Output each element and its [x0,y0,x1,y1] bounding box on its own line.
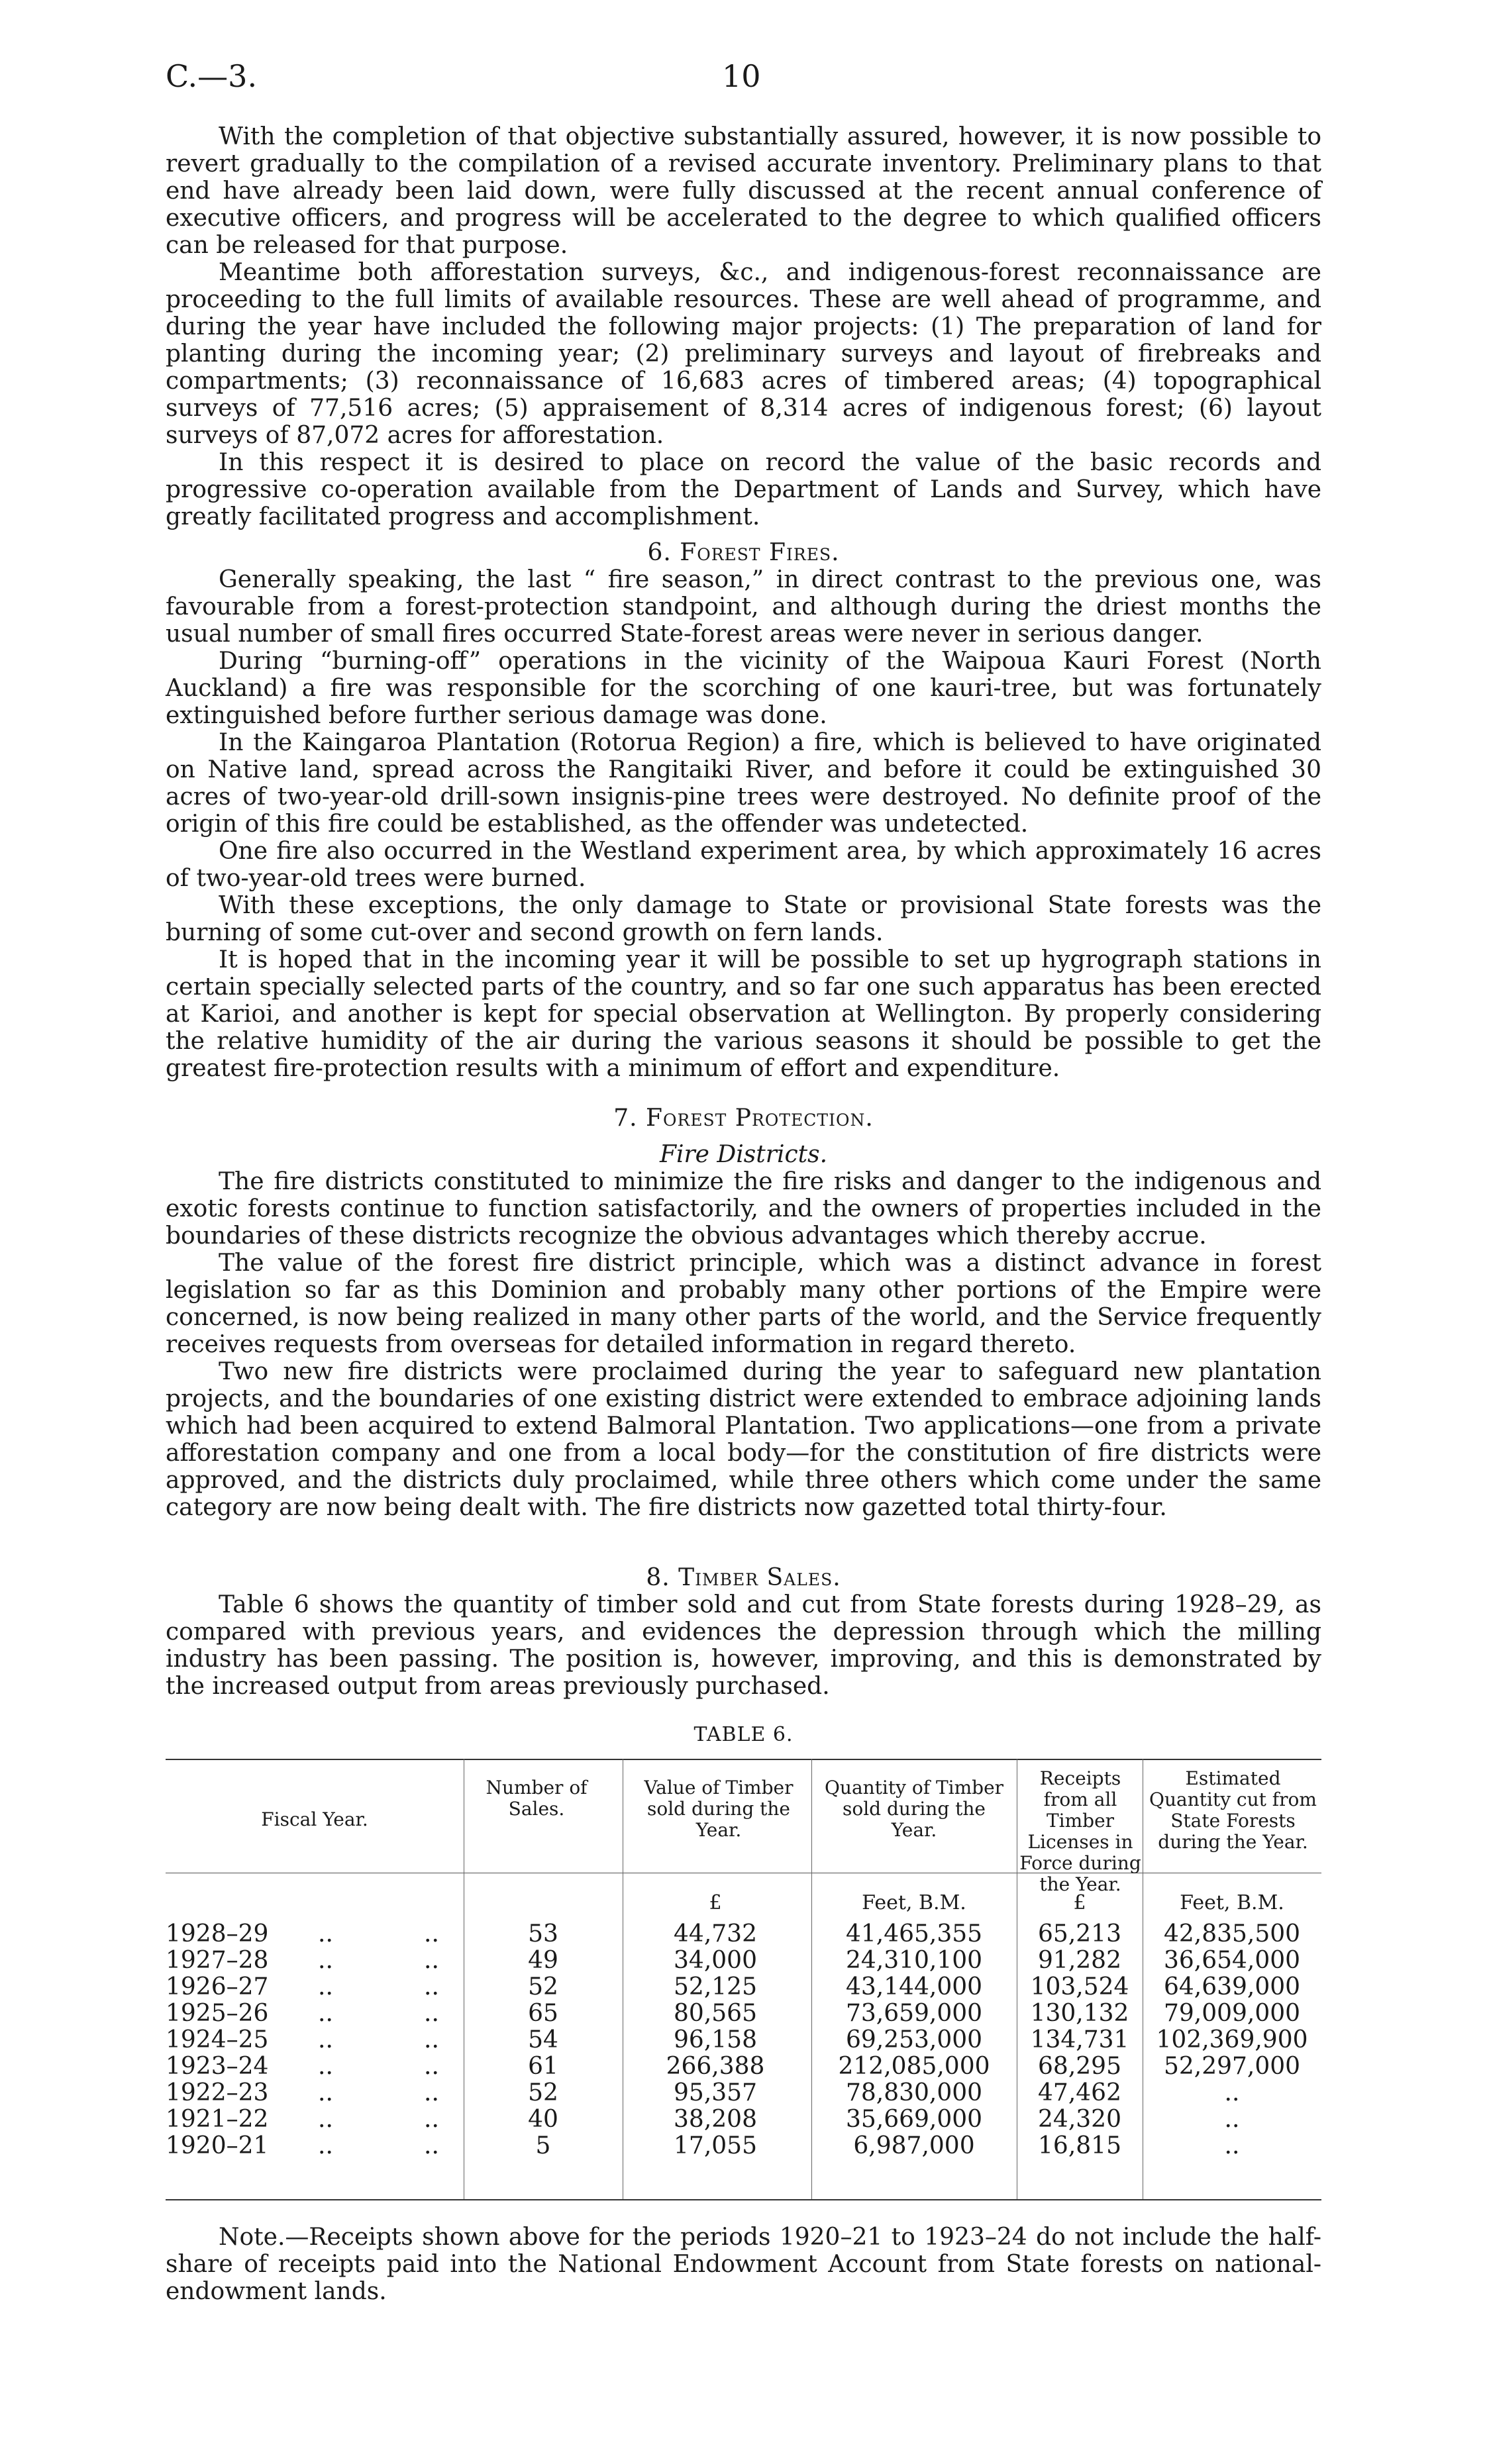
leader-dots: .. [424,1947,439,1974]
section-heading: 7. Forest Protection. [613,1105,874,1132]
cell-estimated: .. [1224,2106,1240,2133]
paragraph: In the Kaingaroa Plantation (Rotorua Region) a fire, which is believed to have originated on Native land, spread across the Rangitaiki River, and before it could be extinguished 30 acres of two-year-old drill-sown insignis-pine trees were destroyed. No definite proof of the origin of this fire could be established, as the offender was undetected. [166,729,1321,838]
header-estimated-cut: Estimated Quantity cut from State Forests during the Year. [1149,1767,1317,1853]
cell-value: 44,732 [674,1920,757,1947]
cell-sales: 5 [535,2132,551,2159]
cell-estimated: 52,297,000 [1163,2053,1301,2080]
cell-receipts: 130,132 [1030,2000,1129,2027]
paragraph: Meantime both afforestation surveys, &c., and indigenous-forest reconnaissance are proceeding to the full limits of available resources. These are well ahead of programme, and during the year have included the following major projects: (1) The preparation of land for planting during the incoming year; (2) preliminary surveys and layout of firebreaks and compartments; (3) reconnaissance of 16,683 acres of timbered areas; (4) topographical surveys of 77,516 acres; (5) appraisement of 8,314 acres of indigenous forest; (6) layout surveys of 87,072 acres for afforestation. [166,259,1321,449]
table-note: Note.—Receipts shown above for the periods 1920–21 to 1923–24 do not include the half-share of receipts paid into the National Endowment Account from State forests on national-endowment lands. [166,2224,1321,2305]
table-row [166,2106,1321,2133]
table-row [166,2027,1321,2053]
table-row [166,2080,1321,2106]
paragraph: With the completion of that objective substantially assured, however, it is now possible to revert gradually to the compilation of a revised accurate inventory. Preliminary plans to that end have already been laid down, were fully discussed at the recent annual conference of executive officers, and progress will be accelerated to the degree to which qualified officers can be released for that purpose. [166,123,1321,259]
cell-sales: 40 [528,2106,558,2133]
leader-dots: .. [424,2079,439,2106]
leader-dots: .. [424,2026,439,2053]
cell-sales: 61 [528,2053,558,2080]
paragraph: The value of the forest fire district principle, which was a distinct advance in forest legislation so far as this Dominion and probably many other portions of the Empire were concerned, is now being realized in many other parts of the world, and the Service frequently receives requests from overseas for detailed information in regard thereto. [166,1250,1321,1358]
paragraph: In this respect it is desired to place on record the value of the basic records and progressive co-operation available from the Department of Lands and Survey, which have greatly facilitated progress and accomplishment. [166,449,1321,530]
cell-estimated: 79,009,000 [1163,2000,1301,2027]
table-row [166,1947,1321,1974]
cell-year: 1922–23 [166,2079,269,2106]
leader-dots: .. [424,2000,439,2027]
table-row [166,1974,1321,2000]
intro-section [166,123,1321,530]
unit-feet-bm: Feet, B.M. [862,1891,966,1914]
cell-value: 80,565 [674,2000,757,2027]
unit-feet-bm: Feet, B.M. [1180,1891,1284,1914]
cell-sales: 65 [528,2000,558,2027]
section-subheading: Fire Districts. [659,1141,828,1168]
cell-receipts: 134,731 [1030,2026,1129,2053]
cell-estimated: 42,835,500 [1163,1920,1301,1947]
table-row [166,1921,1321,1947]
cell-year: 1923–24 [166,2053,269,2080]
cell-year: 1920–21 [166,2132,269,2159]
paragraph: Table 6 shows the quantity of timber sold and cut from State forests during 1928–29, as compared with previous years, and evidences the depression through which the milling industry has been passing. The position is, however, improving, and this is demonstrated by the increased output from areas previously purchased. [166,1591,1321,1700]
cell-quantity: 212,085,000 [838,2053,990,2080]
cell-quantity: 41,465,355 [845,1920,983,1947]
cell-quantity: 35,669,000 [845,2106,983,2133]
cell-value: 17,055 [674,2132,757,2159]
leader-dots: .. [424,2106,439,2133]
cell-year: 1921–22 [166,2106,269,2133]
cell-estimated: 36,654,000 [1163,1947,1301,1974]
cell-sales: 52 [528,1973,558,2000]
cell-value: 52,125 [674,1973,757,2000]
paragraph: During “burning-off” operations in the vicinity of the Waipoua Kauri Forest (North Auckland) a fire was responsible for the scorching of one kauri-tree, but was fortunately extinguished before further serious damage was done. [166,648,1321,729]
cell-year: 1924–25 [166,2026,269,2053]
cell-year: 1926–27 [166,1973,269,2000]
cell-year: 1925–26 [166,2000,269,2027]
table-row [166,2000,1321,2027]
leader-dots: .. [318,1920,333,1947]
leader-dots: .. [424,1973,439,2000]
leader-dots: .. [318,2106,333,2133]
cell-year: 1927–28 [166,1947,269,1974]
cell-estimated: 102,369,900 [1156,2026,1308,2053]
cell-sales: 52 [528,2079,558,2106]
cell-quantity: 6,987,000 [853,2132,975,2159]
leader-dots: .. [318,2132,333,2159]
document-reference: C.—3. [166,58,258,94]
leader-dots: .. [318,2053,333,2080]
forest-protection-section [166,1105,1321,1521]
leader-dots: .. [318,2000,333,2027]
cell-receipts: 16,815 [1038,2132,1121,2159]
cell-estimated: .. [1224,2132,1240,2159]
timber-sales-section [166,1564,1321,1700]
cell-quantity: 69,253,000 [845,2026,983,2053]
header-value-sold: Value of Timber sold during the Year. [644,1777,794,1841]
paragraph: The fire districts constituted to minimize the fire risks and danger to the indigenous and exotic forests continue to function satisfactorily, and the owners of properties included in the boundaries of these districts recognize the obvious advantages which thereby accrue. [166,1168,1321,1250]
header-fiscal-year: Fiscal Year. [261,1808,368,1830]
table-caption: TABLE 6. [693,1723,794,1746]
section-heading: 6. Forest Fires. [647,539,840,566]
cell-receipts: 47,462 [1038,2079,1121,2106]
leader-dots: .. [318,1973,333,2000]
cell-quantity: 78,830,000 [845,2079,983,2106]
unit-pounds: £ [709,1891,722,1914]
table-bottom-rule [166,2199,1321,2200]
cell-estimated: .. [1224,2079,1240,2106]
leader-dots: .. [318,2079,333,2106]
cell-receipts: 24,320 [1038,2106,1121,2133]
paragraph: It is hoped that in the incoming year it will be possible to set up hygrograph stations in certain specially selected parts of the country, and so far one such apparatus has been erected at Karioi, and another is kept for special observation at Wellington. By properly considering the relative humidity of the air during the various seasons it should be possible to get the greatest fire-protection results with a minimum of effort and expenditure. [166,946,1321,1082]
cell-value: 38,208 [674,2106,757,2133]
paragraph: With these exceptions, the only damage to State or provisional State forests was the burning of some cut-over and second growth on fern lands. [166,892,1321,946]
cell-estimated: 64,639,000 [1163,1973,1301,2000]
cell-sales: 53 [528,1920,558,1947]
cell-quantity: 43,144,000 [845,1973,983,2000]
leader-dots: .. [424,1920,439,1947]
cell-sales: 54 [528,2026,558,2053]
table-row [166,2133,1321,2159]
cell-value: 96,158 [674,2026,757,2053]
cell-sales: 49 [528,1947,558,1974]
cell-quantity: 73,659,000 [845,2000,983,2027]
section-heading: 8. Timber Sales. [646,1564,841,1591]
cell-receipts: 91,282 [1038,1947,1121,1974]
cell-value: 95,357 [674,2079,757,2106]
paragraph: Two new fire districts were proclaimed during the year to safeguard new plantation projects, and the boundaries of one existing district were extended to embrace adjoining lands which had been acquired to extend Balmoral Plantation. Two applications—one from a private afforestation company and one from a local body—for the constitution of fire districts were approved, and the districts duly proclaimed, while three others which come under the same category are now being dealt with. The fire districts now gazetted total thirty-four. [166,1358,1321,1521]
header-quantity-sold: Quantity of Timber sold during the Year. [824,1777,1004,1841]
cell-receipts: 68,295 [1038,2053,1121,2080]
page-number: 10 [722,58,761,94]
cell-receipts: 103,524 [1030,1973,1129,2000]
leader-dots: .. [318,1947,333,1974]
leader-dots: .. [318,2026,333,2053]
header-receipts: Receipts from all Timber Licenses in Force during the Year. [1019,1767,1141,1895]
paragraph: Generally speaking, the last “ fire season,” in direct contrast to the previous one, was favourable from a forest-protection standpoint, and although during the driest months the usual number of small fires occurred State-forest areas were never in serious danger. [166,566,1321,648]
forest-fires-section [166,539,1321,1082]
paragraph: One fire also occurred in the Westland experiment area, by which approximately 16 acres of two-year-old trees were burned. [166,838,1321,892]
cell-quantity: 24,310,100 [845,1947,983,1974]
header-number-of-sales: Number of Sales. [486,1777,588,1820]
cell-value: 34,000 [674,1947,757,1974]
cell-receipts: 65,213 [1038,1920,1121,1947]
cell-year: 1928–29 [166,1920,269,1947]
unit-pounds: £ [1073,1891,1086,1914]
leader-dots: .. [424,2132,439,2159]
cell-value: 266,388 [666,2053,765,2080]
leader-dots: .. [424,2053,439,2080]
table-top-rule [166,1759,1321,1760]
table-row [166,2053,1321,2080]
